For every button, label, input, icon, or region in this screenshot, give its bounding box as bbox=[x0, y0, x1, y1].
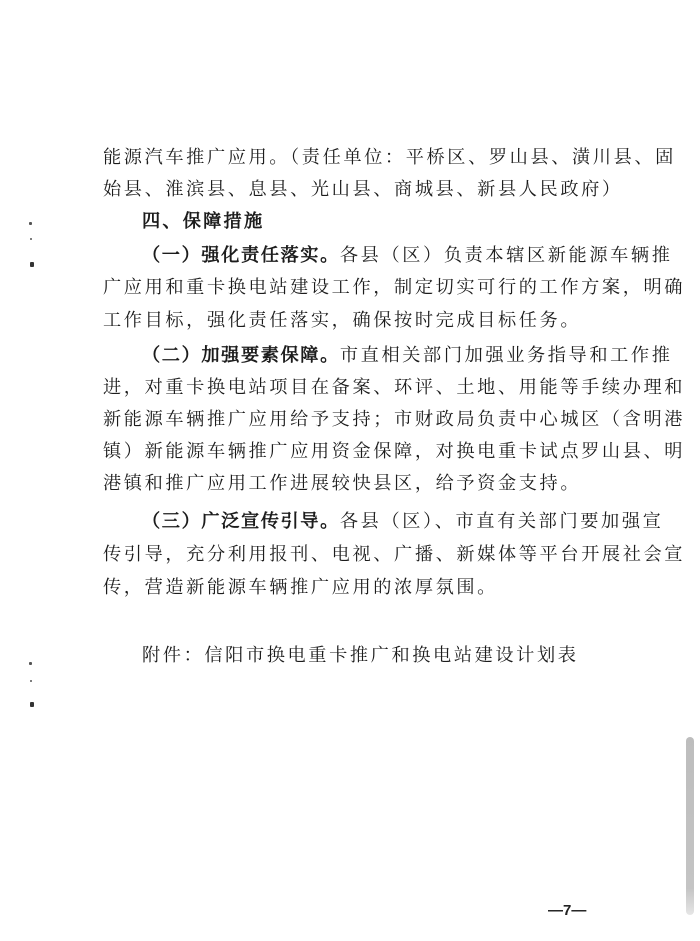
margin-mark bbox=[30, 262, 34, 267]
body-line: 传，营造新能源车辆推广应用的浓厚氛围。 bbox=[103, 577, 498, 598]
body-line: 工作目标，强化责任落实，确保按时完成目标任务。 bbox=[103, 310, 582, 331]
page-number: —7— bbox=[548, 902, 587, 919]
measure-3-title: （三）广泛宣传引导。 bbox=[142, 511, 340, 532]
attachment-line: 附件：信阳市换电重卡推广和换电站建设计划表 bbox=[142, 645, 579, 666]
body-line: 传引导，充分利用报刊、电视、广播、新媒体等平台开展社会宣 bbox=[103, 544, 686, 565]
body-line: 始县、淮滨县、息县、光山县、商城县、新县人民政府） bbox=[103, 179, 623, 200]
measure-3-text: 各县（区）、市直有关部门要加强宣 bbox=[339, 511, 664, 532]
body-line: 新能源车辆推广应用给予支持；市财政局负责中心城区（含明港 bbox=[103, 409, 686, 430]
section-heading: 四、保障措施 bbox=[142, 211, 265, 232]
scrollbar-thumb[interactable] bbox=[686, 737, 694, 915]
measure-1-first-line bbox=[142, 240, 673, 272]
body-line: 镇）新能源车辆推广应用资金保障，对换电重卡试点罗山县、明 bbox=[103, 441, 686, 462]
margin-mark bbox=[29, 222, 32, 225]
margin-mark bbox=[30, 680, 32, 682]
measure-2-text: 市直相关部门加强业务指导和工作推 bbox=[339, 345, 673, 366]
body-line: 广应用和重卡换电站建设工作，制定切实可行的工作方案，明确 bbox=[103, 277, 686, 298]
body-line: 进，对重卡换电站项目在备案、环评、土地、用能等手续办理和 bbox=[103, 377, 686, 398]
measure-1-text: 各县（区）负责本辖区新能源车辆推 bbox=[339, 245, 673, 266]
margin-mark bbox=[29, 662, 32, 665]
body-line: 能源汽车推广应用。（责任单位：平桥区、罗山县、潢川县、固 bbox=[103, 147, 676, 168]
measure-3-first-line bbox=[142, 506, 664, 538]
body-line: 港镇和推广应用工作进展较快县区，给予资金支持。 bbox=[103, 473, 582, 494]
measure-2-title: （二）加强要素保障。 bbox=[142, 345, 340, 366]
margin-mark bbox=[30, 238, 32, 240]
measure-1-title: （一）强化责任落实。 bbox=[142, 245, 340, 266]
measure-2-first-line bbox=[142, 340, 673, 372]
margin-mark bbox=[30, 702, 34, 707]
